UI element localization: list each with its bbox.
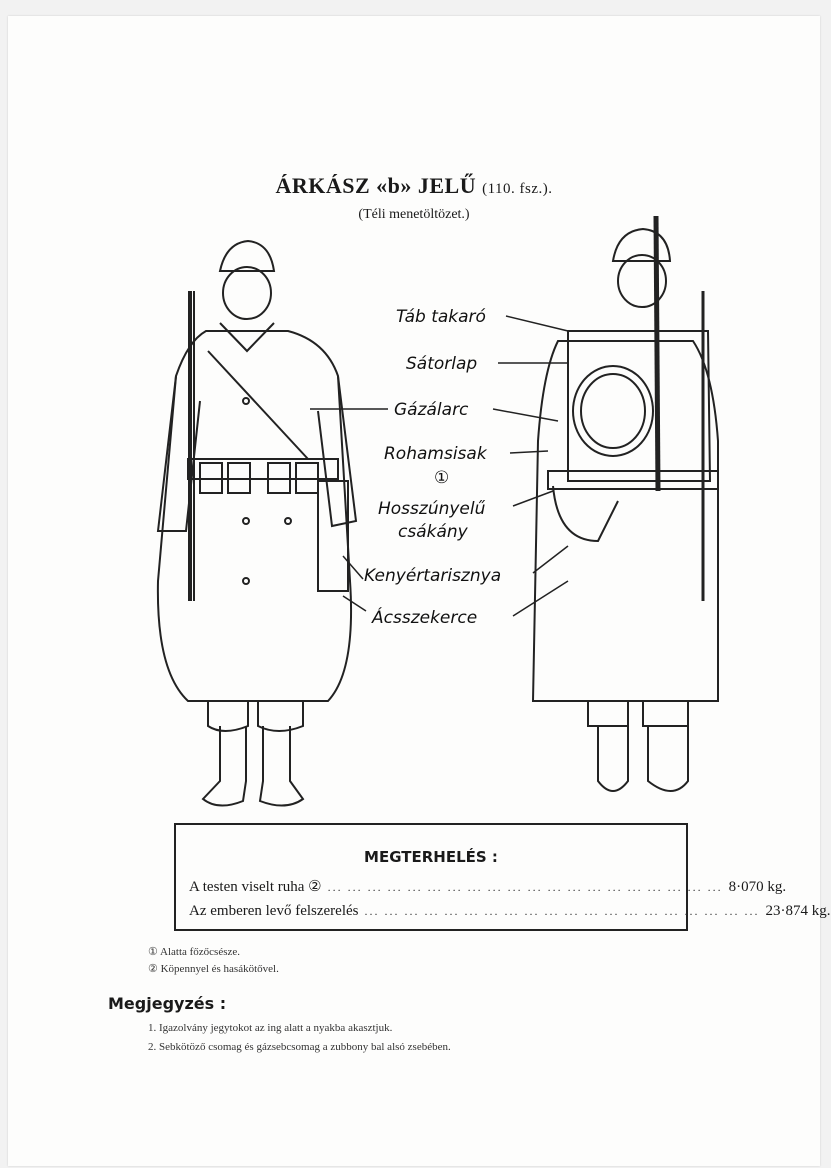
- leader-dots: ... ... ... ... ... ... ... ... ... ... ... ... ... ... ... ... ... ... ... ...: [327, 880, 723, 894]
- label-tab-takaro: Táb takaró: [396, 307, 486, 327]
- page-title: [8, 173, 820, 199]
- load-row: [189, 877, 787, 896]
- note-item: 2. Sebkötöző csomag és gázsebcsomag a zubbony bal alsó zsebében.: [148, 1041, 451, 1053]
- footnote: ① Alatta főzőcsésze.: [148, 946, 241, 958]
- back-soldier-drawing: [533, 216, 718, 791]
- front-soldier-drawing: [158, 241, 356, 806]
- footnote: ② Köpennyel és hasákötővel.: [148, 963, 279, 975]
- label-rohamsisak: Rohamsisak: [384, 444, 487, 464]
- load-table: [174, 823, 831, 931]
- title-main: ÁRKÁSZ «b» JELŰ: [275, 173, 477, 198]
- load-row-label: Az emberen levő felszerelés: [189, 903, 359, 919]
- load-title: MEGTERHELÉS :: [364, 848, 498, 866]
- label-kenyertarisznya: Kenyértarisznya: [364, 566, 502, 586]
- soldier-illustration: [128, 201, 748, 841]
- load-row-value: 23·874 kg.: [765, 903, 831, 919]
- label-hosszunyelu: Hosszúnyelű: [378, 499, 486, 519]
- label-acsszekerce: Ácsszekerce: [372, 608, 478, 628]
- label-gazalarc: Gázálarc: [394, 400, 469, 420]
- label-satorlap: Sátorlap: [406, 354, 478, 374]
- label-rohamsisak-mark: ①: [434, 468, 450, 488]
- page-subtitle: (Téli menetöltözet.): [358, 207, 470, 222]
- title-tail: (110. fsz.).: [482, 181, 553, 197]
- document-page: [8, 16, 831, 1166]
- notes-title: Megjegyzés :: [108, 994, 227, 1013]
- note-item: 1. Igazolvány jegytokot az ing alatt a nyakba akasztjuk.: [148, 1022, 393, 1034]
- load-row: [189, 903, 831, 920]
- load-row-label: A testen viselt ruha ②: [189, 879, 322, 895]
- load-row-value: 8·070 kg.: [728, 879, 787, 895]
- leader-dots: ... ... ... ... ... ... ... ... ... ... ... ... ... ... ... ... ... ... ... ...: [364, 904, 760, 918]
- label-csakany: csákány: [398, 522, 468, 542]
